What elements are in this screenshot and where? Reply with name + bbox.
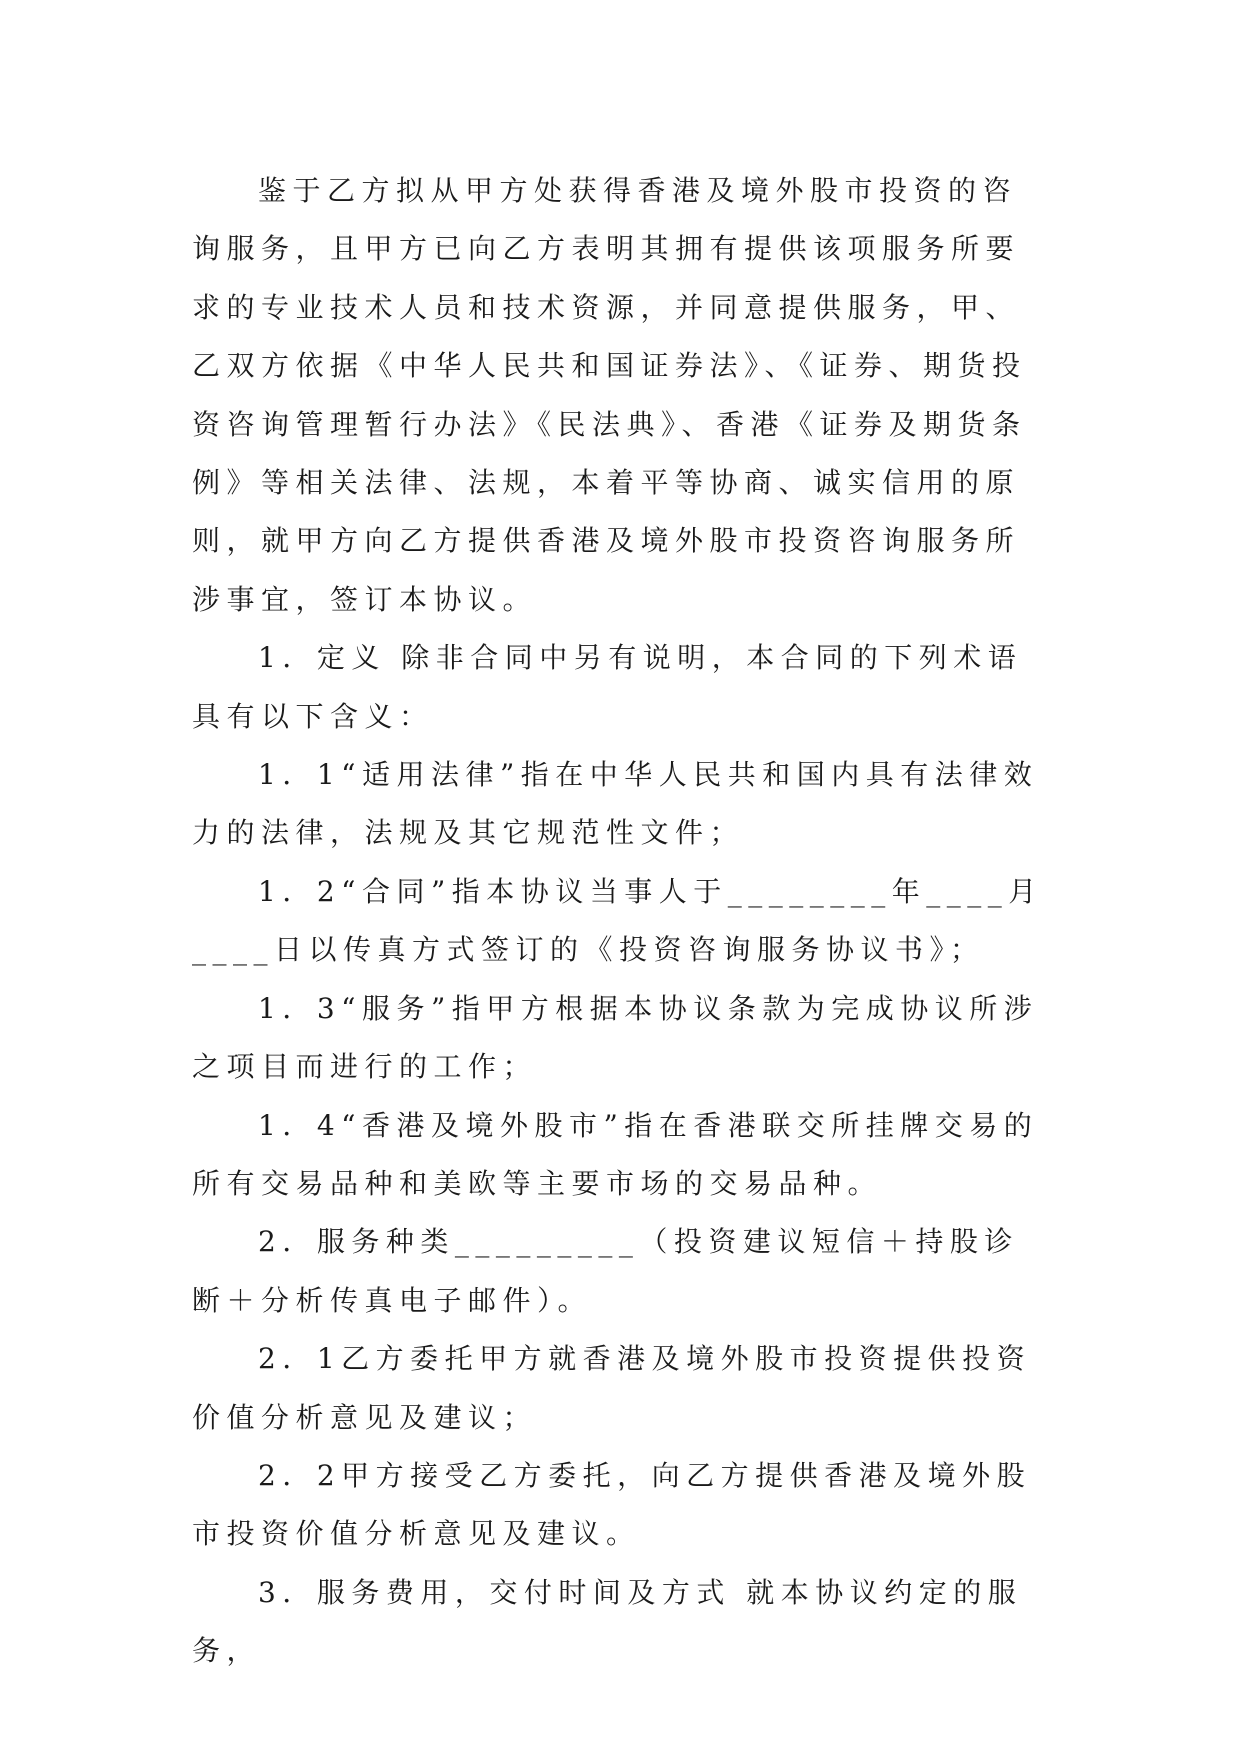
clause-1-1-applicable-law: 1．1“适用法律”指在中华人民共和国内具有法律效力的法律，法规及其它规范性文件； bbox=[192, 758, 1039, 850]
clause-3-fees: 3．服务费用，交付时间及方式 就本协议约定的服务， bbox=[192, 1575, 1023, 1668]
document-body bbox=[192, 162, 1050, 1681]
preamble-paragraph: 鉴于乙方拟从甲方处获得香港及境外股市投资的咨询服务，且甲方已向乙方表明其拥有提供该项服务所要求的专业技术人员和技术资源，并同意提供服务，甲、乙双方依据《中华人民共和国证券法》、《证券、期货投资咨询管理暂行办法》《民法典》、香港《证券及期货条例》等相关法律、法规，本着平等协商、诚实信用的原则，就甲方向乙方提供香港及境外股市投资咨询服务所涉事宜，签订本协议。 bbox=[192, 174, 1027, 616]
clause-1-2-contract: 1．2“合同”指本协议当事人于________年____月____日以传真方式签订的《投资咨询服务协议书》； bbox=[192, 874, 1043, 967]
clause-1-3-service: 1．3“服务”指甲方根据本协议条款为完成协议所涉之项目而进行的工作； bbox=[192, 991, 1039, 1084]
clause-2-1-entrustment: 2．1乙方委托甲方就香港及境外股市投资提供投资价值分析意见及建议； bbox=[192, 1342, 1032, 1434]
clause-1-definitions: 1．定义 除非合同中另有说明，本合同的下列术语具有以下含义： bbox=[192, 641, 1023, 733]
clause-2-service-types: 2．服务种类_________（投资建议短信＋持股诊断＋分析传真电子邮件）。 bbox=[192, 1225, 1019, 1317]
clause-2-2-acceptance: 2．2甲方接受乙方委托，向乙方提供香港及境外股市投资价值分析意见及建议。 bbox=[192, 1458, 1032, 1551]
clause-1-4-markets: 1．4“香港及境外股市”指在香港联交所挂牌交易的所有交易品种和美欧等主要市场的交易品种。 bbox=[192, 1108, 1039, 1200]
